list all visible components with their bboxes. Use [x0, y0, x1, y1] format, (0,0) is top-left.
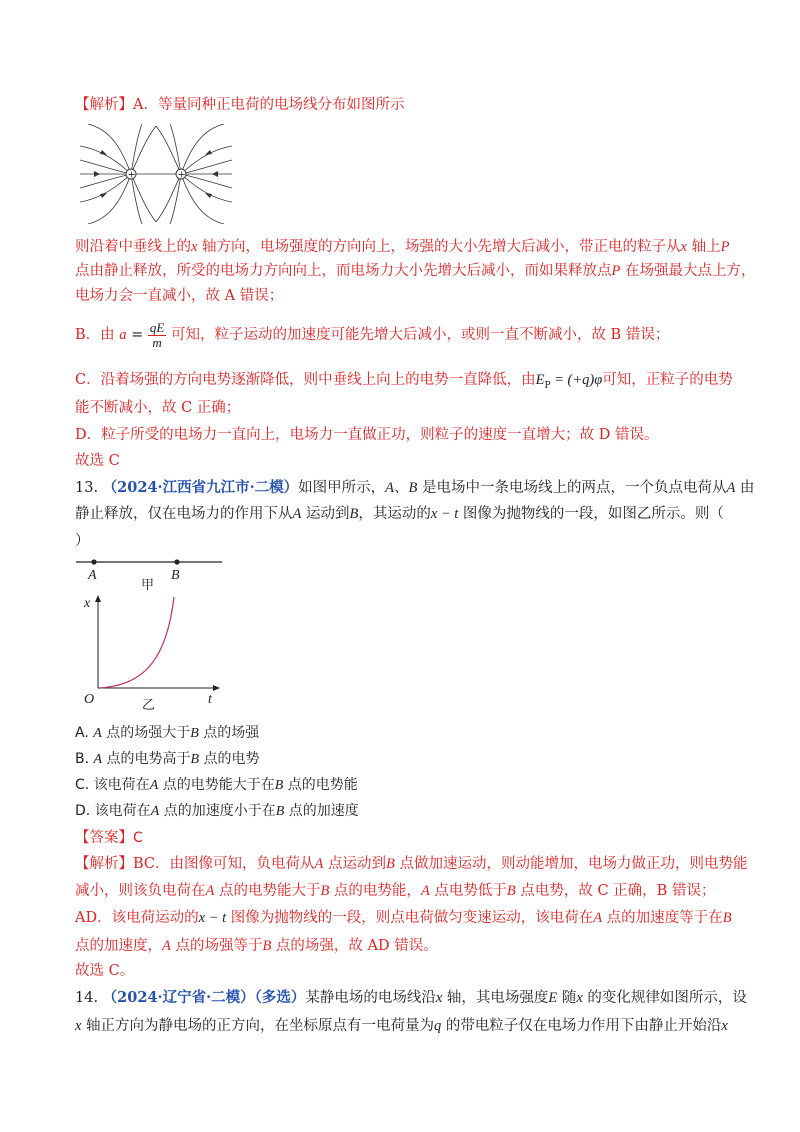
label-b: B — [171, 568, 180, 583]
q13-line1: 13. （2024·江西省九江市·二模）如图甲所示，A、B 是电场中一条电场线上的两点，一个负点电荷从A 由 — [75, 479, 755, 496]
q14-line2: x 轴正方向为静电场的正方向，在坐标原点有一电荷量为q 的带电粒子仅在电场力作用下由静止开始沿x — [75, 1018, 728, 1034]
analysis-b-line: B．由 a = $\frac{qE}{m}$ 可知，粒子运动的加速度可能先增大后减小，或则一直不断减小，故 B 错误； — [75, 319, 670, 350]
q13-analysis-line1: 【解析】BC．由图像可知，负电荷从A 点运动到B 点做加速运动，则动能增加，电场力做正功，则电势能 — [75, 856, 748, 872]
label-jia: 甲 — [141, 578, 155, 593]
analysis-c-line2: 能不断减小，故 C 正确； — [75, 400, 241, 416]
svg-text:+: + — [127, 169, 136, 181]
q13-conclusion: 故选 C。 — [75, 963, 135, 979]
q14-line1: 14. （2024·辽宁省·二模）（多选）某静电场的电场线沿x 轴，其电场强度E 随x 的变化规律如图所示，设 — [75, 989, 747, 1006]
parabola-curve — [100, 597, 174, 688]
label-yi: 乙 — [142, 698, 156, 713]
option-c: C. 该电荷在A 点的电势能大于在B 点的电势能 — [75, 777, 358, 793]
q13-answer: 【答案】C — [75, 830, 143, 846]
q13-figure — [70, 555, 230, 715]
label-a: A — [88, 568, 97, 583]
point-b — [174, 559, 179, 564]
analysis-a-line1: 则沿着中垂线上的x 轴方向，电场强度的方向向上，场强的大小先增大后减小，带正电的粒子从x 轴上P — [75, 239, 730, 255]
field-lines-figure — [80, 124, 232, 224]
q13-line3: ） — [75, 533, 90, 549]
analysis-answer: 故选 C — [75, 453, 120, 469]
q13-analysis-line4: 点的加速度，A 点的场强等于B 点的场强，故 AD 错误。 — [75, 938, 438, 954]
label-o: O — [84, 692, 95, 707]
analysis-intro: 【解析】A．等量同种正电荷的电场线分布如图所示 — [75, 97, 405, 113]
q13-line2: 静止释放，仅在电场力的作用下从A 运动到B，其运动的x − t 图像为抛物线的一段，如图乙所示。则（ — [75, 506, 724, 522]
option-d: D. 该电荷在A 点的加速度小于在B 点的加速度 — [75, 803, 359, 819]
q13-analysis-line3: AD．该电荷运动的x − t 图像为抛物线的一段，则点电荷做匀变速运动，该电荷在A 点的加速度等于在B — [75, 910, 732, 926]
analysis-a-line2: 点由静止释放，所受的电场力方向向上，而电场力大小先增大后减小，而如果释放点P 在场强最大点上方， — [75, 263, 756, 279]
svg-text:+: + — [177, 169, 186, 181]
q13-analysis-line2: 减小，则该负电荷在A 点的电势能大于B 点的电势能，A 点电势低于B 点电势，故 C 正确，B 错误； — [75, 883, 716, 899]
analysis-c-line1: C．沿着场强的方向电势逐渐降低，则中垂线上向上的电势一直降低，由$E_P = (+q)\varphi$可知，正粒子的电势 — [75, 372, 733, 391]
analysis-a-line3: 电场力会一直减小，故 A 错误； — [75, 288, 284, 304]
label-x: x — [84, 596, 91, 611]
analysis-d-line: D．粒子所受的电场力一直向上，电场力一直做正功，则粒子的速度一直增大；故 D 错误。 — [75, 427, 659, 443]
option-b: B. A 点的电势高于B 点的电势 — [75, 751, 260, 767]
label-t: t — [208, 692, 212, 707]
point-a — [91, 559, 96, 564]
fraction-qe-over-m: $\frac{qE}{m}$ — [149, 319, 165, 350]
option-a: A. A 点的场强大于B 点的场强 — [75, 725, 260, 741]
